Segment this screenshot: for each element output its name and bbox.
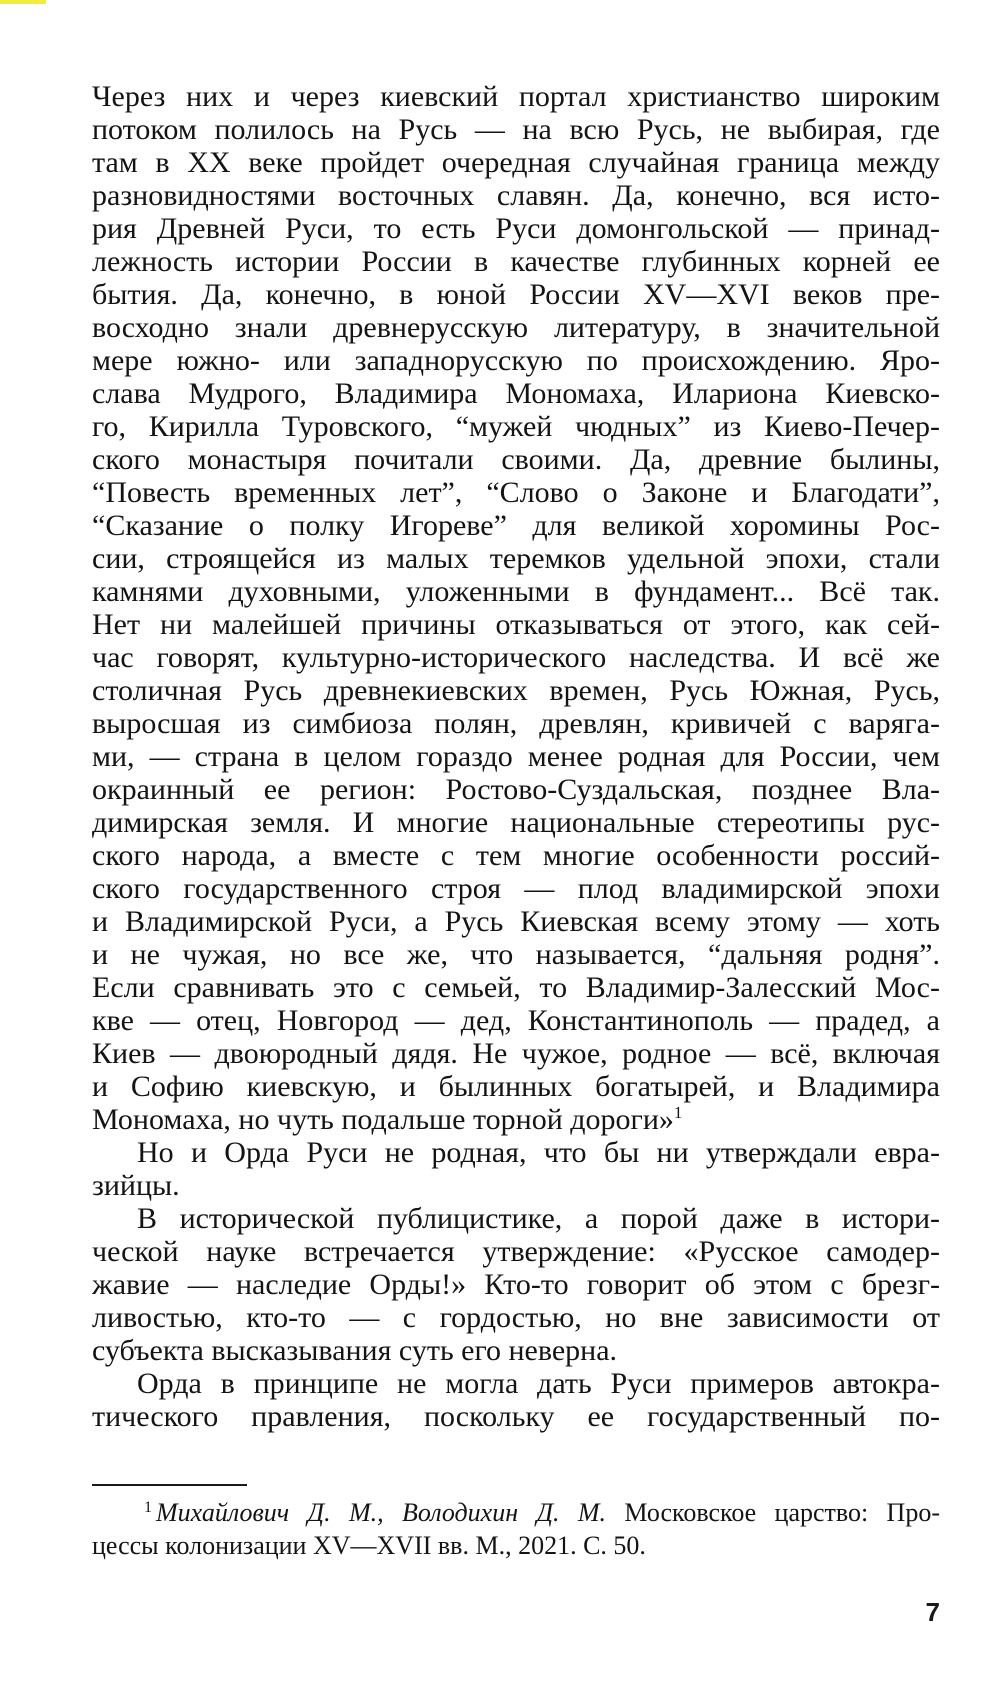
text-line: лежность истории России в качестве глубинных корней ее xyxy=(92,245,940,278)
text-line: жавие — наследие Орды!» Кто-то говорит об этом с брезг- xyxy=(92,1268,940,1301)
text-line: ского монастыря почитали своими. Да, древние былины, xyxy=(92,443,940,476)
text-line: димирская земля. И многие национальные стереотипы рус- xyxy=(92,806,940,839)
text-line: сии, строящейся из малых теремков удельной эпохи, стали xyxy=(92,542,940,575)
text-line: потоком полилось на Русь — на всю Русь, не выбирая, где xyxy=(92,113,940,146)
text-line: там в XX веке пройдет очередная случайная граница между xyxy=(92,146,940,179)
text-line: “Повесть временных лет”, “Слово о Законе и Благодати”, xyxy=(92,476,940,509)
text-line: ского народа, а вместе с тем многие особенности россий- xyxy=(92,839,940,872)
paragraph-start-line: В исторической публицистике, а порой даже в истори- xyxy=(137,1202,940,1235)
text-line: окраинный ее регион: Ростово-Суздальская, позднее Вла- xyxy=(92,773,940,806)
text-line: ского государственного строя — плод владимирской эпохи xyxy=(92,872,940,905)
text-line: мере южно- или западнорусскую по происхождению. Яро- xyxy=(92,344,940,377)
footnote-line: цессы колонизации XV—XVII вв. М., 2021. С. 50. xyxy=(92,1531,646,1560)
text-line: камнями духовными, уложенными в фундамент... Всё так. xyxy=(92,575,940,608)
text-line: Если сравнивать это с семьей, то Владимир-Залесский Мос- xyxy=(92,971,940,1004)
footnote-marker: 1 xyxy=(144,1499,152,1516)
page-number: 7 xyxy=(925,1597,940,1627)
paragraph-start-line: Но и Орда Руси не родная, что бы ни утверждали евра- xyxy=(137,1136,940,1169)
text-line: ливостью, кто-то — с гордостью, но вне зависимости от xyxy=(92,1301,940,1334)
text-line xyxy=(92,1103,940,1136)
text-line: и не чужая, но все же, что называется, “дальняя родня”. xyxy=(92,938,940,971)
text-line: выросшая из симбиоза полян, древлян, кривичей с варяга- xyxy=(92,707,940,740)
text-line: тического правления, поскольку ее государственный по- xyxy=(92,1400,940,1433)
text-line: Через них и через киевский портал христианство широким xyxy=(92,80,940,113)
text-line: столичная Русь древнекиевских времен, Русь Южная, Русь, xyxy=(92,674,940,707)
text-line-content: Мономаха, но чуть подальше торной дороги» xyxy=(92,1103,674,1136)
text-line: “Сказание о полку Игореве” для великой хоромины Рос- xyxy=(92,509,940,542)
text-line: рия Древней Руси, то есть Руси домонгольской — принад- xyxy=(92,212,940,245)
text-line: час говорят, культурно-исторического наследства. И всё же xyxy=(92,641,940,674)
text-line: слава Мудрого, Владимира Мономаха, Илариона Киевско- xyxy=(92,377,940,410)
footnote-title: Московское царство: Про- xyxy=(606,1498,940,1527)
text-line: го, Кирилла Туровского, “мужей чюдных” из Киево-Печер- xyxy=(92,410,940,443)
text-line: кве — отец, Новгород — дед, Константинополь — прадед, а xyxy=(92,1004,940,1037)
text-line: Киев — двоюродный дядя. Не чужое, родное — всё, включая xyxy=(92,1037,940,1070)
footnote-line xyxy=(92,1496,940,1529)
text-line: и Софию киевскую, и былинных богатырей, и Владимира xyxy=(92,1070,940,1103)
body-text xyxy=(92,80,940,1433)
text-line: Нет ни малейшей причины отказываться от этого, как сей- xyxy=(92,608,940,641)
text-line: субъекта высказывания суть его неверна. xyxy=(92,1334,618,1367)
footnote-divider xyxy=(92,1484,247,1486)
paragraph-start-line: Орда в принципе не могла дать Руси примеров автокра- xyxy=(137,1367,940,1400)
footnote-authors: Михайлович Д. М., Володихин Д. М. xyxy=(156,1498,607,1527)
text-line: разновидностями восточных славян. Да, конечно, вся исто- xyxy=(92,179,940,212)
footnote xyxy=(92,1496,940,1562)
footnote-reference[interactable]: 1 xyxy=(673,1103,683,1122)
highlighter-mark xyxy=(0,0,46,4)
text-line: и Владимирской Руси, а Русь Киевская всему этому — хоть xyxy=(92,905,940,938)
text-line: восходно знали древнерусскую литературу, в значительной xyxy=(92,311,940,344)
text-line: ми, — страна в целом гораздо менее родная для России, чем xyxy=(92,740,940,773)
text-line: зийцы. xyxy=(92,1169,180,1202)
text-line: ческой науке встречается утверждение: «Русское самодер- xyxy=(92,1235,940,1268)
text-line: бытия. Да, конечно, в юной России XV—XVI веков пре- xyxy=(92,278,940,311)
